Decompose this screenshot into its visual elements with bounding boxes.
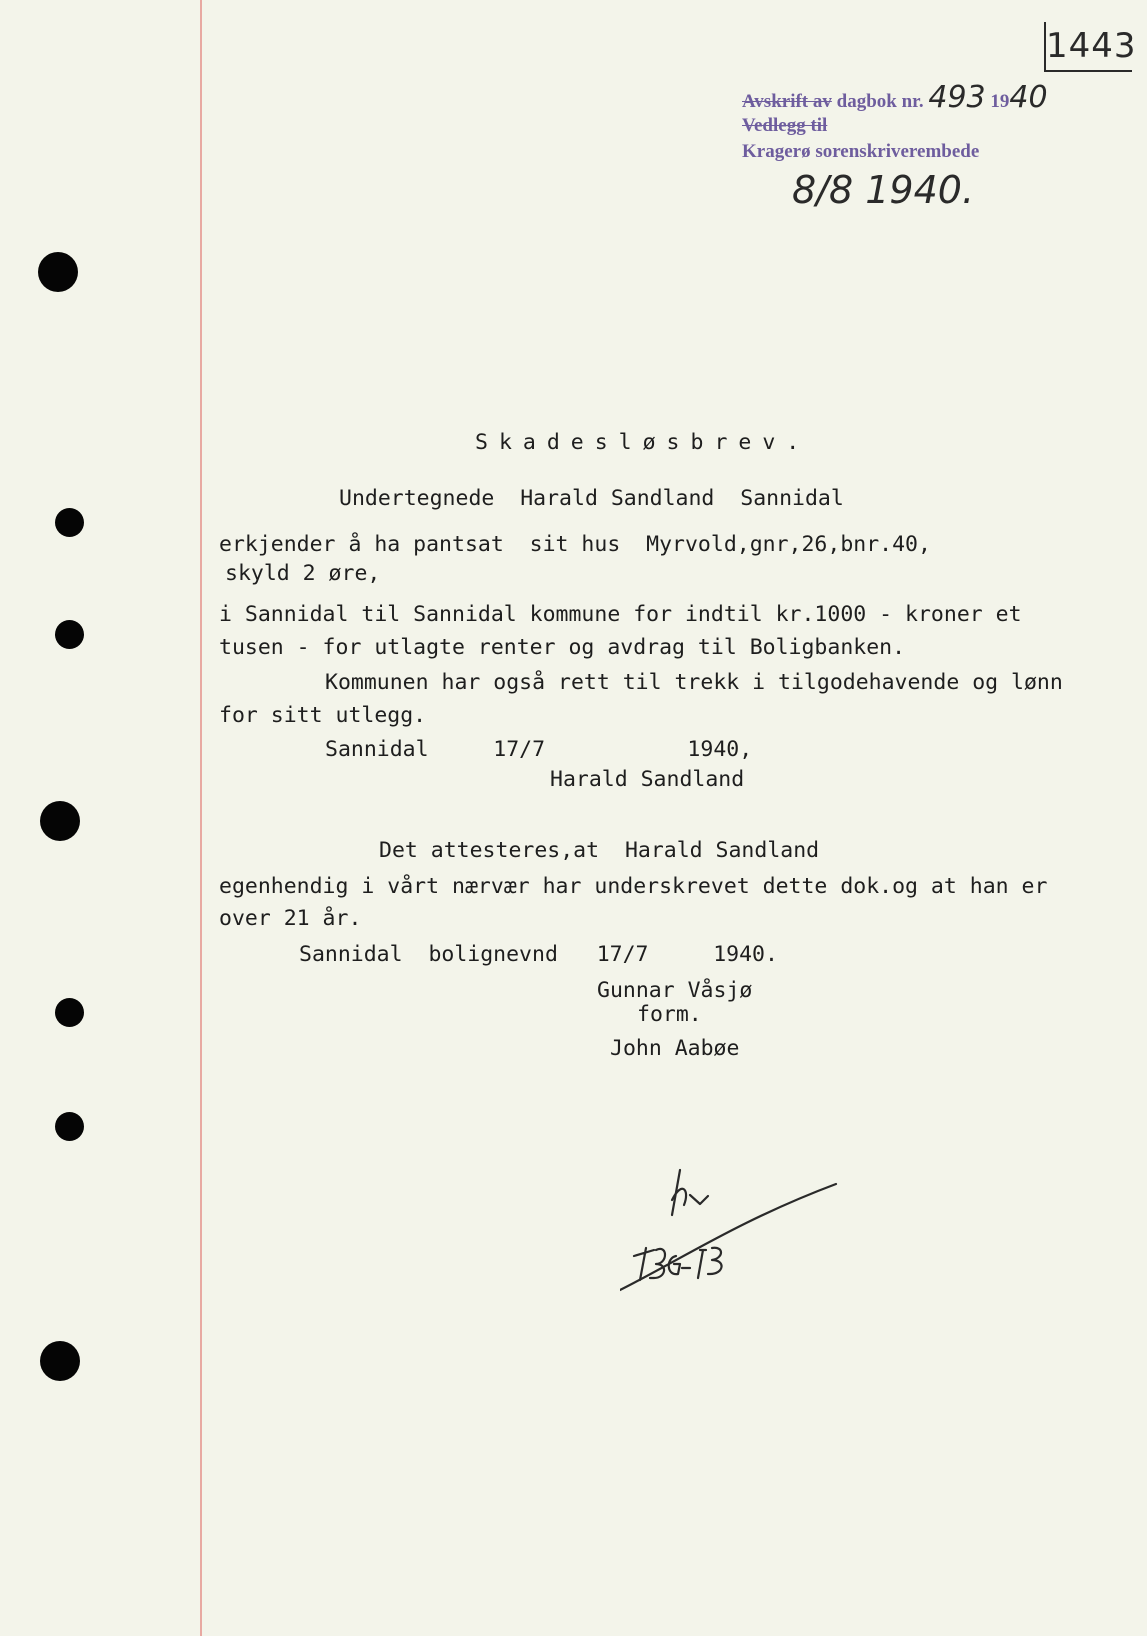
stamp-year-prefix: 19 [990,91,1010,112]
punch-hole [55,998,84,1027]
text-line: Kommunen har også rett til trekk i tilgodehavende og lønn [325,670,1063,695]
text-line: Sannidal 17/7 1940, [325,737,753,762]
stamp-struck-label-2: Vedlegg til [742,115,828,136]
document-title: Skadesløsbrev. [475,430,811,455]
registry-stamp [742,80,1048,164]
page-number: 1443 [1046,26,1137,66]
margin-rule [200,0,202,1636]
text-line: Det attesteres,at Harald Sandland [379,838,820,863]
signatory-name: John Aabøe [610,1036,740,1061]
punch-hole [40,801,80,841]
punch-hole [40,1341,80,1381]
punch-hole [55,508,84,537]
text-line: tusen - for utlagte renter og avdrag til Boligbanken. [219,635,906,660]
text-line: skyld 2 øre, [225,561,381,586]
text-line: erkjender å ha pantsat sit hus Myrvold,gnr,26,bnr.40, [219,532,931,557]
signature-name: Harald Sandland [550,767,745,792]
punch-hole [38,252,78,292]
text-line: Undertegnede Harald Sandland Sannidal [339,486,844,511]
signatory-title: form. [637,1002,702,1027]
text-line: i Sannidal til Sannidal kommune for indtil kr.1000 - kroner et [219,602,1022,627]
stamp-struck-label: Avskrift av [742,91,832,112]
text-line: for sitt utlegg. [219,703,427,728]
dagbok-number: 493 [928,80,986,115]
stamp-year-suffix: 40 [1009,80,1048,115]
punch-hole [55,1112,84,1141]
text-line: over 21 år. [219,906,362,931]
text-line: egenhendig i vårt nærvær har underskrevet dette dok.og at han er [219,874,1048,899]
stamp-label: dagbok nr. [836,91,924,112]
text-line: Sannidal bolignevnd 17/7 1940. [299,942,778,967]
handwritten-date: 8/8 1940. [792,168,975,212]
handwritten-initials [620,1160,840,1300]
signatory-name: Gunnar Våsjø [597,978,753,1003]
punch-hole [55,620,84,649]
stamp-office: Kragerø sorenskriverembede [742,141,980,162]
